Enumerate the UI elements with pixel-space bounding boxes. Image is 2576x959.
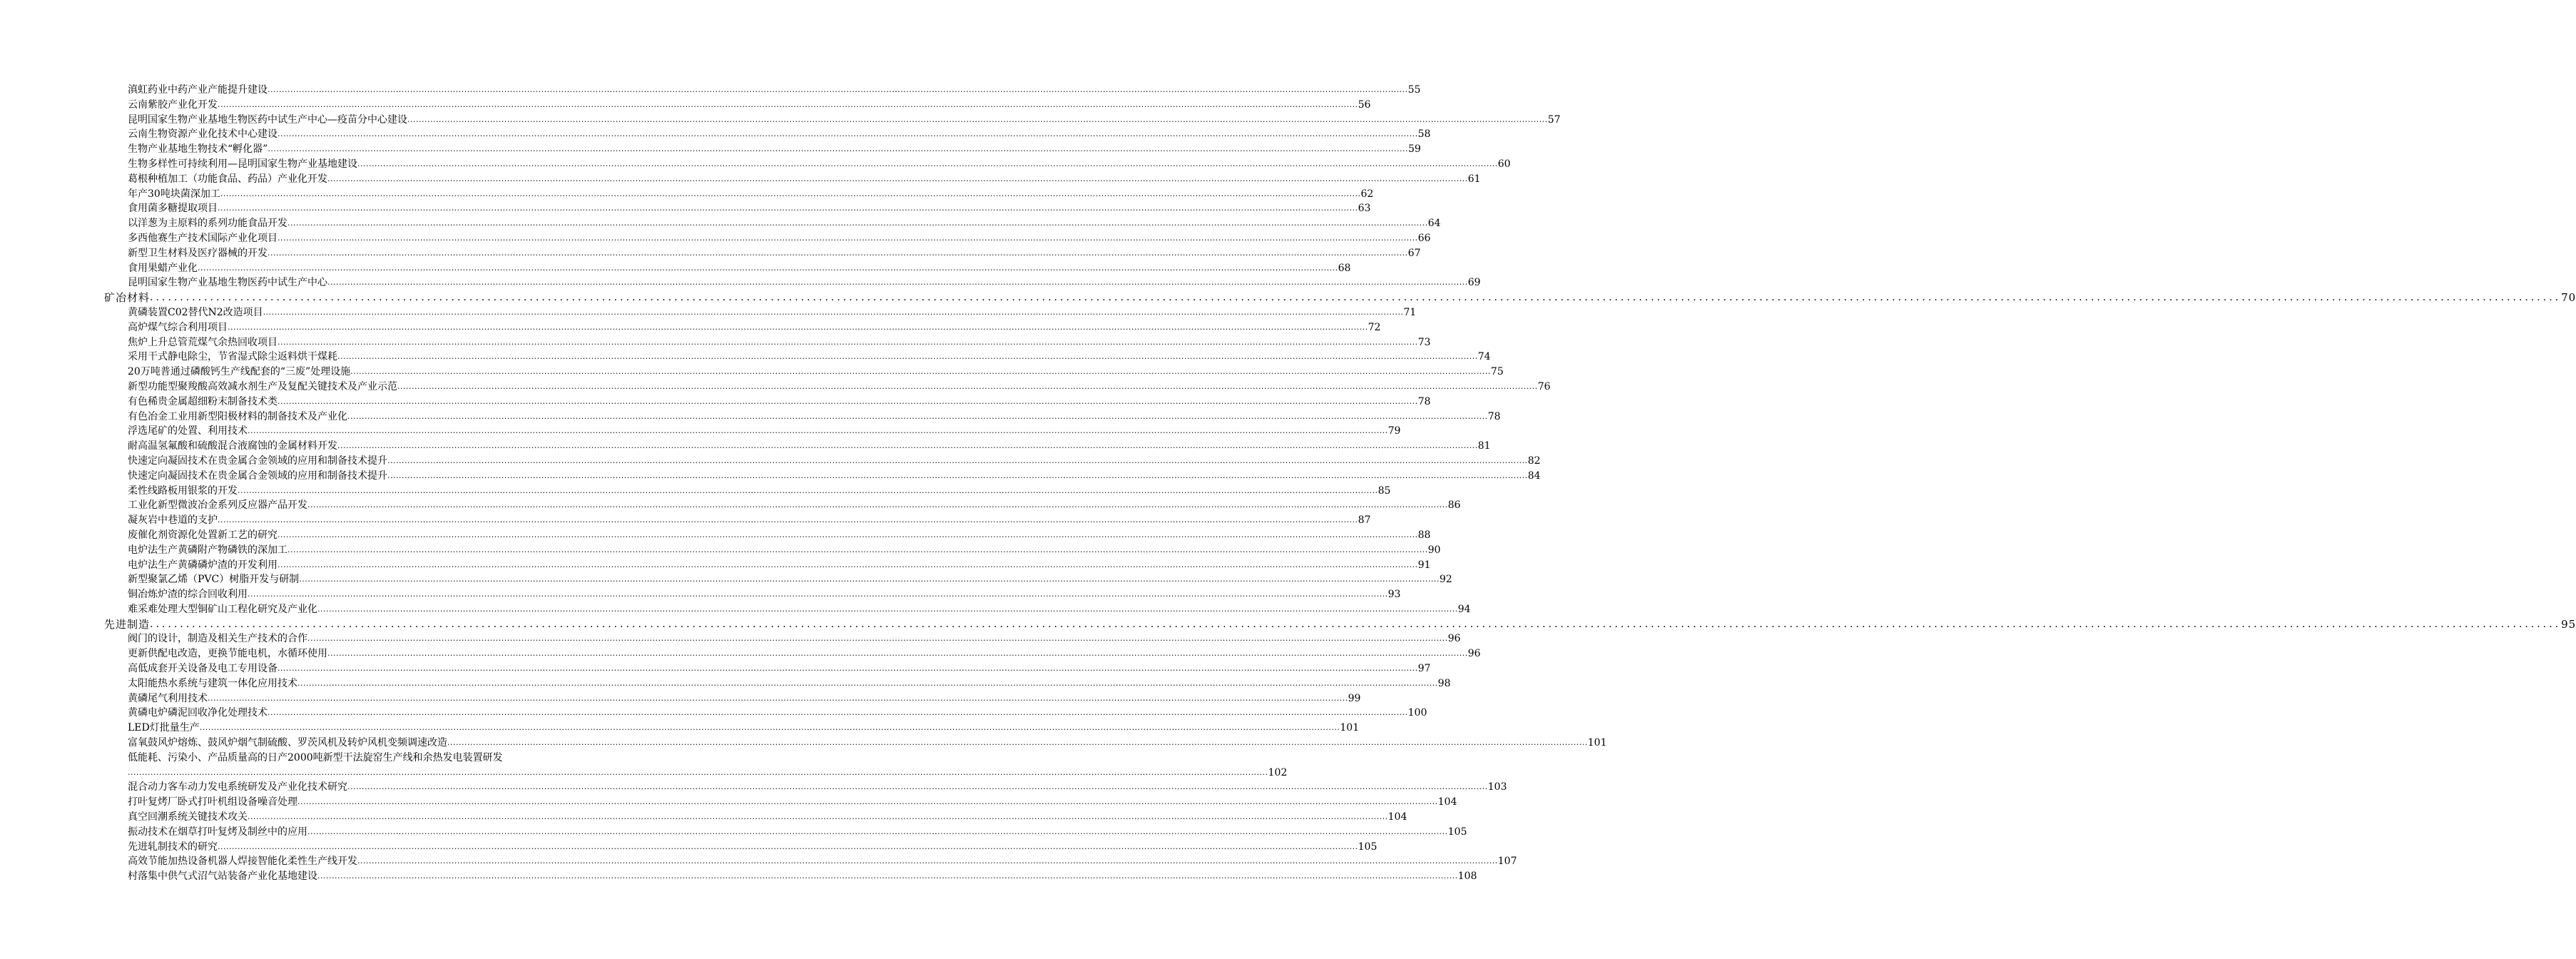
toc-entry-title: 黄磷尾气利用技术 xyxy=(128,692,208,704)
toc-section-heading[interactable] xyxy=(104,617,2576,632)
toc-entry[interactable] xyxy=(128,691,1361,706)
leader-dots: ................................................................................................................................................................................................................................................................................................................................................................................................................ xyxy=(278,337,1418,347)
toc-entry[interactable] xyxy=(128,766,1288,781)
toc-page-number: 94 xyxy=(1457,603,1471,615)
toc-entry[interactable] xyxy=(128,246,1421,261)
toc-entry-title: 滇虹药业中药产业产能提升建设 xyxy=(128,84,268,96)
toc-entry[interactable] xyxy=(128,676,1451,691)
toc-entry-title: 电炉法生产黄磷磷炉渣的开发利用 xyxy=(128,559,278,571)
toc-entry[interactable] xyxy=(128,127,1431,142)
toc-entry-title: 先进制造 xyxy=(104,617,151,631)
toc-page-number: 64 xyxy=(1427,218,1441,230)
leader-dots: ................................................................................................................................................................................................................................................................................................................................................................................................................ xyxy=(387,455,1528,465)
toc-entry[interactable] xyxy=(128,736,1607,751)
toc-entry[interactable] xyxy=(128,261,1351,276)
toc-entry[interactable] xyxy=(128,320,1381,335)
toc-entry[interactable] xyxy=(128,751,575,766)
leader-dots: ................................................................................................................................................................................................................................................................................................................................................................................................................ xyxy=(350,367,1491,377)
leader-dots: ................................................................................................................................................................................................................................................................................................................................................................................................................ xyxy=(407,114,1548,124)
toc-entry-title: 浮选尾矿的处置、利用技术 xyxy=(128,425,248,437)
toc-page-number: 87 xyxy=(1358,514,1371,527)
toc-entry-title: 废催化剂资源化处置新工艺的研究 xyxy=(128,529,278,541)
toc-page-number: 97 xyxy=(1417,663,1431,675)
leader-dots: ................................................................................................................................................................................................................................................................................................................................................................................................................ xyxy=(278,529,1418,539)
toc-entry[interactable] xyxy=(128,854,1517,869)
toc-entry[interactable] xyxy=(128,439,1491,454)
toc-entry-title: 新型卫生材料及医疗器械的开发 xyxy=(128,247,268,259)
leader-dots: ................................................................................................................................................................................................................................................................................................................................................................................................................ xyxy=(128,767,1268,777)
toc-page-number: 75 xyxy=(1490,366,1504,378)
toc-page-number: 57 xyxy=(1547,113,1561,126)
toc-entry[interactable] xyxy=(128,810,1407,825)
toc-page-number: 105 xyxy=(1358,841,1378,853)
toc-entry[interactable] xyxy=(128,157,1511,172)
leader-dots: ................................................................................................................................................................................................................................................................................................................................................................................................................ xyxy=(337,441,1478,451)
toc-entry-title: 混合动力客车动力发电系统研发及产业化技术研究 xyxy=(128,781,347,793)
leader-dots: ................................................................................................................................................................................................................................................................................................................................................................................................................ xyxy=(218,841,1358,851)
leader-dots: ................................................................................................................................................................................................................................................................................................................................................................................................................ xyxy=(307,826,1448,836)
toc-entry-title: 柔性线路板用银浆的开发 xyxy=(128,484,238,497)
leader-dots: ................................................................................................................................................................................................................................................................................................................................................................................................................ xyxy=(248,426,1388,436)
leader-dots: ................................................................................................................................................................................................................................................................................................................................................................................................................ xyxy=(397,381,1538,391)
toc-entry[interactable] xyxy=(128,498,1461,513)
toc-entry[interactable] xyxy=(128,142,1421,157)
toc-entry[interactable] xyxy=(128,187,1374,202)
toc-entry[interactable] xyxy=(128,350,1491,365)
toc-entry[interactable] xyxy=(128,795,1457,810)
leader-dots: ................................................................................................................................................................................................................................................................................................................................................................................................................ xyxy=(347,782,1488,792)
toc-page-number: 84 xyxy=(1527,470,1541,482)
toc-page-number: 86 xyxy=(1447,499,1461,512)
toc-entry[interactable] xyxy=(128,631,1461,646)
leader-dots: ................................................................................................................................................................................................................................................................................................................................................................................................................ xyxy=(263,307,1404,317)
leader-dots: ................................................................................................................................................................................................................................................................................................................................................................................................................ xyxy=(287,544,1428,554)
leader-dots: ................................................................................................................................................................................................................................................................................................................................................................................................................ xyxy=(208,693,1348,703)
toc-page-number: 67 xyxy=(1407,247,1421,259)
toc-entry[interactable] xyxy=(128,528,1431,543)
toc-entry[interactable] xyxy=(128,410,1501,425)
leader-dots: ................................................................................................................................................................................................................................................................................................................................................................................................................ xyxy=(317,871,1458,881)
leader-dots: ................................................................................................................................................................................................................................................................................................................................................................................................................ xyxy=(268,248,1408,258)
leader-dots: ................................................................................................................................................................................................................................................................................................................................................................................................................ xyxy=(327,649,1468,659)
toc-entry-title: 生物产业基地生物技术“孵化器” xyxy=(128,143,268,156)
toc-entry-title: 云南紫胶产业化开发 xyxy=(128,98,218,111)
toc-page-number: 70 xyxy=(2561,291,2576,305)
toc-entry[interactable] xyxy=(128,113,1561,128)
toc-entry-title: 电炉法生产黄磷附产物磷铁的深加工 xyxy=(128,544,287,556)
toc-page-number: 71 xyxy=(1403,306,1417,318)
toc-entry-title: 难采难处理大型铜矿山工程化研究及产业化 xyxy=(128,603,317,615)
toc-page-number: 105 xyxy=(1447,826,1467,838)
toc-page-number: 90 xyxy=(1427,544,1441,556)
toc-entry-title: 采用干式静电除尘，节省湿式除尘返料烘干煤耗 xyxy=(128,351,337,363)
toc-entry[interactable] xyxy=(128,484,1391,499)
toc-entry[interactable] xyxy=(128,587,1401,602)
leader-dots: ................................................................................................................................................................................................................................................................................................................................................................................................................ xyxy=(327,278,1468,288)
toc-entry[interactable] xyxy=(128,305,1417,320)
toc-entry-title: 云南生物资源产业化技术中心建设 xyxy=(128,128,278,141)
toc-section-heading[interactable] xyxy=(104,290,2576,305)
toc-page-number: 96 xyxy=(1447,633,1461,645)
toc-page-number: 99 xyxy=(1348,692,1361,704)
toc-entry-title: 工业化新型微波冶金系列反应器产品开发 xyxy=(128,499,307,512)
leader-dots: ................................................................................................................................................................................................................................................................................................................................................................................................................ xyxy=(297,678,1438,688)
leader-dots: ................................................................................................................................................................................................................................................................................................................................................................................................................ xyxy=(198,263,1338,273)
toc-entry[interactable] xyxy=(128,661,1431,676)
toc-entry[interactable] xyxy=(128,395,1431,410)
toc-entry-title: 以洋葱为主原料的系列功能食品开发 xyxy=(128,218,287,230)
toc-entry[interactable] xyxy=(128,454,1541,469)
leader-dots: ................................................................................................................................................................................................................................................................................................................................................................................................................ xyxy=(317,604,1458,614)
toc-page-number: 69 xyxy=(1467,277,1481,289)
toc-page-number: 91 xyxy=(1417,559,1431,571)
toc-entry-title: 食用菌多糖提取项目 xyxy=(128,203,218,215)
toc-page-number: 55 xyxy=(1407,84,1421,96)
toc-entry[interactable] xyxy=(128,365,1504,380)
leader-dots: ................................................................................................................................................................................................................................................................................................................................................................................................................ xyxy=(218,515,1358,525)
toc-page-number: 82 xyxy=(1527,455,1541,467)
table-of-contents xyxy=(0,83,2576,884)
leader-dots: ................................................................................................................................................................................................................................................................................................................................................................................................................ xyxy=(347,411,1488,421)
leader-dots: ................................................................................................................................................................................................................................................................................................................................................................................................................ xyxy=(357,158,1498,168)
leader-dots: ................................................................................................................................................................................................................................................................................................................................................................................................................ xyxy=(238,485,1378,495)
toc-page-number: 108 xyxy=(1457,871,1477,883)
toc-entry-title: 阀门的设计，制造及相关生产技术的合作 xyxy=(128,633,307,645)
leader-dots: ................................................................................................................................................................................................................................................................................................................................................................................................................ xyxy=(268,708,1408,718)
toc-entry-title: 多西他赛生产技术国际产业化项目 xyxy=(128,232,278,244)
leader-dots: ................................................................................................................................................................................................................................................................................................................................................................................................................ xyxy=(287,218,1428,228)
toc-entry-title: 生物多样性可持续利用—昆明国家生物产业基地建设 xyxy=(128,158,357,170)
toc-entry-title: 矿冶材料 xyxy=(104,291,151,305)
toc-entry[interactable] xyxy=(128,513,1371,528)
toc-page-number: 76 xyxy=(1537,380,1551,392)
leader-dots: ................................................................................................................................................................................................................................................................................................................................................................................................................ xyxy=(307,634,1448,644)
toc-page-number: 73 xyxy=(1417,336,1431,348)
toc-entry-title: 先进轧制技术的研究 xyxy=(128,841,218,853)
toc-entry-title: 打叶复烤厂卧式打叶机组设备噪音处理 xyxy=(128,796,297,808)
leader-dots: ................................................................................................................................................................................................................................................................................................................................................................................................................ xyxy=(327,173,1468,183)
toc-page-number: 60 xyxy=(1497,158,1511,170)
toc-entry-title: 有色稀贵金属超细粉末制备技术类 xyxy=(128,395,278,407)
leader-dots: ................................................................................................................................................................................................................................................................................................................................................................................................................ xyxy=(150,618,2562,630)
leader-dots: ................................................................................................................................................................................................................................................................................................................................................................................................................ xyxy=(268,85,1408,94)
toc-page-number: 63 xyxy=(1358,203,1371,215)
toc-entry-title: 新型聚氯乙烯（PVC）树脂开发与研制 xyxy=(128,574,300,586)
leader-dots: ................................................................................................................................................................................................................................................................................................................................................................................................................ xyxy=(387,470,1528,480)
toc-page-number: 68 xyxy=(1338,262,1351,274)
toc-page-number: 78 xyxy=(1417,395,1431,407)
toc-page-number: 81 xyxy=(1477,440,1491,452)
toc-page-number: 104 xyxy=(1388,811,1407,823)
leader-dots: ................................................................................................................................................................................................................................................................................................................................................................................................................ xyxy=(337,352,1478,362)
toc-entry-title: 铜冶炼炉渣的综合回收利用 xyxy=(128,589,248,601)
toc-entry-title: 食用果蜡产业化 xyxy=(128,262,198,274)
leader-dots: ................................................................................................................................................................................................................................................................................................................................................................................................................ xyxy=(228,322,1368,332)
toc-entry[interactable] xyxy=(128,275,1481,290)
leader-dots: ................................................................................................................................................................................................................................................................................................................................................................................................................ xyxy=(248,589,1388,599)
toc-entry-title: 真空回潮系统关键技术攻关 xyxy=(128,811,248,823)
toc-entry-title: 高低成套开关设备及电工专用设备 xyxy=(128,663,278,675)
toc-entry[interactable] xyxy=(128,424,1401,439)
toc-entry-title: 耐高温氢氟酸和硫酸混合液腐蚀的金属材料开发 xyxy=(128,440,337,452)
toc-entry-title: 20万吨普通过磷酸钙生产线配套的“三废”处理设施 xyxy=(128,366,351,378)
toc-page-number: 107 xyxy=(1497,856,1517,868)
toc-page-number: 85 xyxy=(1378,484,1391,497)
toc-entry[interactable] xyxy=(128,706,1427,721)
toc-entry[interactable] xyxy=(128,201,1371,216)
leader-dots: ................................................................................................................................................................................................................................................................................................................................................................................................................ xyxy=(357,856,1498,866)
toc-entry[interactable] xyxy=(128,469,1541,484)
toc-page-number: 101 xyxy=(1340,722,1360,734)
toc-page-number: 92 xyxy=(1439,574,1452,586)
toc-page-number: 78 xyxy=(1487,410,1501,422)
toc-page-number: 88 xyxy=(1417,529,1431,541)
toc-entry[interactable] xyxy=(128,840,1378,855)
toc-entry-title: 焦炉上升总管荒煤气余热回收项目 xyxy=(128,336,278,348)
toc-page-number: 96 xyxy=(1467,648,1481,660)
toc-entry[interactable] xyxy=(128,231,1431,246)
toc-page-number: 59 xyxy=(1407,143,1421,156)
toc-page-number: 62 xyxy=(1360,188,1374,200)
toc-page-number: 58 xyxy=(1417,128,1431,141)
toc-page-number: 95 xyxy=(2561,617,2576,631)
toc-entry[interactable] xyxy=(128,572,1452,587)
leader-dots: ................................................................................................................................................................................................................................................................................................................................................................................................................ xyxy=(278,129,1418,139)
toc-entry-title: 富氧鼓风炉熔炼、鼓风炉烟气制硫酸、罗茨风机及转炉风机变频调速改造 xyxy=(128,737,447,749)
toc-entry-title: LED灯批量生产 xyxy=(128,722,200,734)
toc-entry[interactable] xyxy=(128,172,1481,187)
toc-entry-title: 高炉煤气综合利用项目 xyxy=(128,321,228,333)
toc-entry-title: 快速定向凝固技术在贵金属合金领域的应用和制备技术提升 xyxy=(128,455,387,467)
toc-page-number: 66 xyxy=(1417,232,1431,244)
toc-page-number: 72 xyxy=(1368,321,1381,333)
toc-entry[interactable] xyxy=(128,83,1421,98)
toc-entry-title: 快速定向凝固技术在贵金属合金领域的应用和制备技术提升 xyxy=(128,470,387,482)
leader-dots: ................................................................................................................................................................................................................................................................................................................................................................................................................ xyxy=(220,188,1361,198)
toc-entry[interactable] xyxy=(128,646,1481,661)
toc-entry[interactable] xyxy=(128,602,1471,617)
toc-entry[interactable] xyxy=(128,543,1441,558)
leader-dots: ................................................................................................................................................................................................................................................................................................................................................................................................................ xyxy=(218,203,1358,213)
toc-entry[interactable] xyxy=(128,869,1477,884)
toc-entry-title: 振动技术在烟草打叶复烤及制丝中的应用 xyxy=(128,826,307,838)
leader-dots: ................................................................................................................................................................................................................................................................................................................................................................................................................ xyxy=(248,812,1388,822)
toc-entry[interactable] xyxy=(128,780,1507,795)
leader-dots: ................................................................................................................................................................................................................................................................................................................................................................................................................ xyxy=(278,233,1418,243)
leader-dots: ................................................................................................................................................................................................................................................................................................................................................................................................................ xyxy=(447,738,1588,748)
toc-entry-title: 年产30吨块菌深加工 xyxy=(128,188,220,200)
toc-entry[interactable] xyxy=(128,98,1371,113)
toc-page-number: 102 xyxy=(1268,766,1288,778)
toc-entry-title: 凝灰岩中巷道的支护 xyxy=(128,514,218,527)
toc-page-number: 61 xyxy=(1467,173,1481,185)
toc-entry[interactable] xyxy=(128,825,1467,840)
leader-dots: ................................................................................................................................................................................................................................................................................................................................................................................................................ xyxy=(307,500,1448,510)
leader-dots: ................................................................................................................................................................................................................................................................................................................................................................................................................ xyxy=(268,144,1408,154)
toc-entry[interactable] xyxy=(128,558,1431,573)
toc-entry-title: 新型功能型聚羧酸高效减水剂生产及复配关键技术及产业示范 xyxy=(128,380,397,392)
leader-dots: ................................................................................................................................................................................................................................................................................................................................................................................................................ xyxy=(199,723,1340,733)
toc-entry-title: 更新供配电改造，更换节能电机，水循环使用 xyxy=(128,648,327,660)
toc-page-number: 93 xyxy=(1388,589,1401,601)
leader-dots: ................................................................................................................................................................................................................................................................................................................................................................................................................ xyxy=(150,292,2562,304)
toc-entry-title: 村落集中供气式沼气站装备产业化基地建设 xyxy=(128,871,317,883)
leader-dots: ................................................................................................................................................................................................................................................................................................................................................................................................................ xyxy=(218,99,1358,109)
toc-entry-title: 黄磷装置C02替代N2改造项目 xyxy=(128,306,263,318)
toc-entry-title: 黄磷电炉磷泥回收净化处理技术 xyxy=(128,707,268,719)
leader-dots: ................................................................................................................................................................................................................................................................................................................................................................................................................ xyxy=(278,664,1418,674)
leader-dots: ................................................................................................................................................................................................................................................................................................................................................................................................................ xyxy=(278,396,1418,406)
toc-entry-title: 高效节能加热设备机器人焊接智能化柔性生产线开发 xyxy=(128,856,357,868)
leader-dots: ................................................................................................................................................................................................................................................................................................................................................................................................................ xyxy=(297,797,1438,807)
toc-page-number: 101 xyxy=(1587,737,1607,749)
toc-page-number: 103 xyxy=(1487,781,1507,793)
toc-page-number: 74 xyxy=(1477,351,1491,363)
toc-entry[interactable] xyxy=(128,721,1360,736)
toc-entry-title: 太阳能热水系统与建筑一体化应用技术 xyxy=(128,677,297,689)
toc-page-number: 100 xyxy=(1407,707,1427,719)
toc-entry[interactable] xyxy=(128,380,1551,395)
toc-page-number: 56 xyxy=(1358,98,1371,111)
toc-entry-title: 昆明国家生物产业基地生物医药中试生产中心 xyxy=(128,277,327,289)
leader-dots: ................................................................................................................................................................................................................................................................................................................................................................................................................ xyxy=(278,559,1418,569)
toc-entry[interactable] xyxy=(128,216,1441,231)
toc-page-number: 98 xyxy=(1437,677,1451,689)
toc-entry-title: 低能耗、污染小、产品质量高的日产2000吨新型干法旋窑生产线和余热发电装置研发 xyxy=(128,751,503,763)
toc-entry-title: 葛根种植加工（功能食品、药品）产业化开发 xyxy=(128,173,327,185)
toc-page-number: 79 xyxy=(1388,425,1401,437)
toc-entry-title: 昆明国家生物产业基地生物医药中试生产中心—疫苗分中心建设 xyxy=(128,113,407,126)
leader-dots: ................................................................................................................................................................................................................................................................................................................................................................................................................ xyxy=(299,574,1440,584)
toc-entry[interactable] xyxy=(128,335,1431,350)
toc-entry-title: 有色冶金工业用新型阳极材料的制备技术及产业化 xyxy=(128,410,347,422)
toc-page-number: 104 xyxy=(1437,796,1457,808)
